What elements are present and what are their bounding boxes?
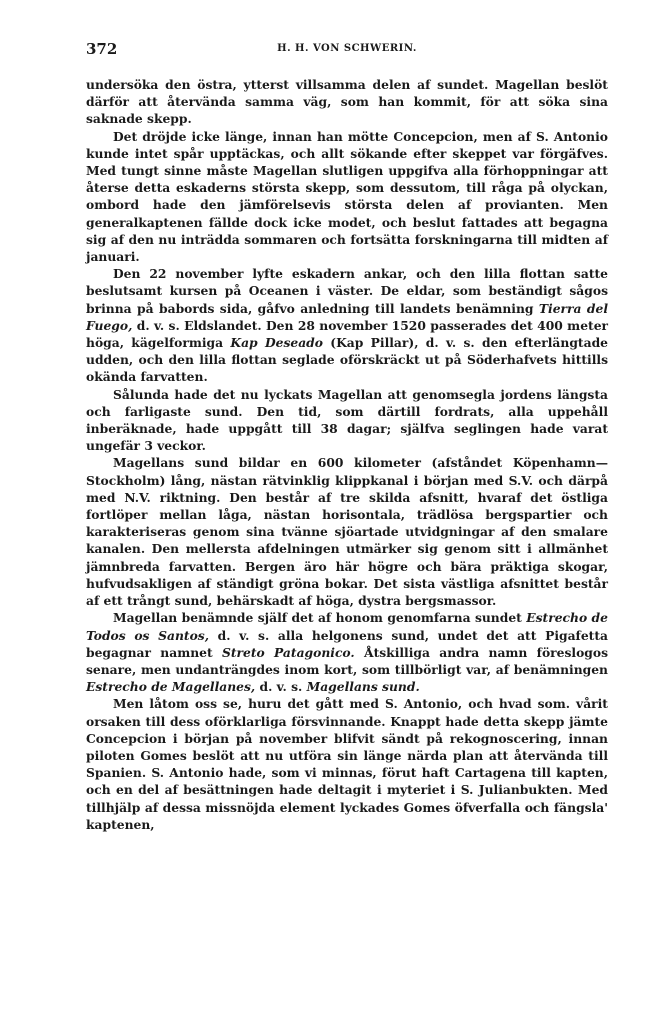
italic-text: Estrecho de Magellanes,	[86, 679, 256, 695]
text-run: Men låtom oss se, huru det gått med S. Antonio, och hvad som. vårit orsaken till dess oförklarliga försvinnande. Knappt hade detta skepp jämte Concepcion i början på november blifvit sändt på rekognoscering, innan piloten Gomes beslöt att nu utföra sin länge närda plan att återvända till Spanien. S. Antonio hade, som vi minnas, förut haft Cartagena till kapten, och en del af besättningen hade deltagit i myteriet i S. Julianbukten. Med tillhjälp af dessa missnöjda element lyckades Gomes öfverfalla och fängsla' kaptenen,	[86, 696, 608, 832]
page-number: 372	[86, 40, 118, 58]
text-run: (Kap Pillar), d. v. s. den efterlängtade udden, och den lilla flottan seglade oförskräckt ut på Söderhafvets hittills okända farvatten.	[86, 335, 608, 385]
running-title: H. H. VON SCHWERIN.	[277, 43, 417, 54]
paragraph	[86, 386, 608, 455]
italic-text: Tierra del Fuego,	[86, 300, 608, 333]
paragraph	[86, 128, 608, 266]
text-run: undersöka den östra, ytterst villsamma delen af sundet. Magellan beslöt därför att återvända samma väg, som han kommit, för att söka sina saknade skepp.	[86, 77, 608, 127]
italic-text: Estrecho de Todos os Santos,	[86, 610, 608, 643]
paragraph	[86, 695, 608, 833]
italic-text: Kap Deseado	[230, 335, 323, 351]
paragraph	[86, 265, 608, 385]
text-run: Åtskilliga andra namn föreslogos senare, men undanträngdes inom kort, som tillbörligt var, af benämningen	[86, 644, 608, 677]
text-run: Den 22 november lyfte eskadern ankar, och den lilla flottan satte beslutsamt kursen på Oceanen i väster. De eldar, som beständigt sågos brinna på babords sida, gåfvo anledning till landets benämning	[86, 266, 608, 316]
text-run: Magellans sund bildar en 600 kilometer (afståndet Köpenhamn—Stockholm) lång, nästan rätvinklig klippkanal i början med S.V. och därpå med N.V. riktning. Den består af tre skilda afsnitt, hvaraf det östliga fortlöper mellan låga, nästan horisontala, trädlösa bergspartier och karakteriseras genom sina tvänne sjöartade utvidgningar af den smalare kanalen. Den mellersta afdelningen utmärker sig genom sitt i allmänhet jämnbreda farvatten. Bergen äro här högre och bära präktiga skogar, hufvudsakligen af ständigt gröna bokar. Det sista västliga afsnittet består af ett trångt sund, behärskadt af höga, dystra bergsmassor.	[86, 455, 608, 609]
paragraph	[86, 609, 608, 695]
paragraph	[86, 454, 608, 609]
text-run: Magellan benämnde själf det af honom genomfarna sundet	[113, 610, 527, 626]
text-run: Sålunda hade det nu lyckats Magellan att genomsegla jordens längsta och farligaste sund. Den tid, som därtill fordrats, alla uppehåll inberäknade, hade uppgått till 38 dagar; själfva seglingen hade varat ungefär 3 veckor.	[86, 386, 608, 454]
text-run: d. v. s.	[255, 679, 307, 695]
body-text	[86, 76, 608, 833]
page-header	[86, 40, 608, 62]
paragraph	[86, 76, 608, 128]
italic-text: Magellans sund.	[306, 679, 420, 695]
italic-text: Streto Patagonico.	[221, 644, 355, 660]
text-run: Det dröjde icke länge, innan han mötte Concepcion, men af S. Antonio kunde intet spår upptäckas, och allt sökande efter skeppet var förgäfves. Med tungt sinne måste Magellan slutligen uppgifva alla förhoppningar att återse detta eskaderns största skepp, som dessutom, till råga på olyckan, ombord hade den jämförelsevis största delen af provianten. Men generalkaptenen fällde dock icke modet, och beslut fattades att begagna sig af den nu inträdda sommaren och fortsätta forskningarna till midten af januari.	[86, 128, 608, 265]
text-run: d. v. s. Eldslandet. Den 28 november 1520 passerades det 400 meter höga, kägelformiga	[86, 317, 608, 351]
text-run: d. v. s. alla helgonens sund, undet det att Pigafetta begagnar namnet	[86, 627, 608, 660]
